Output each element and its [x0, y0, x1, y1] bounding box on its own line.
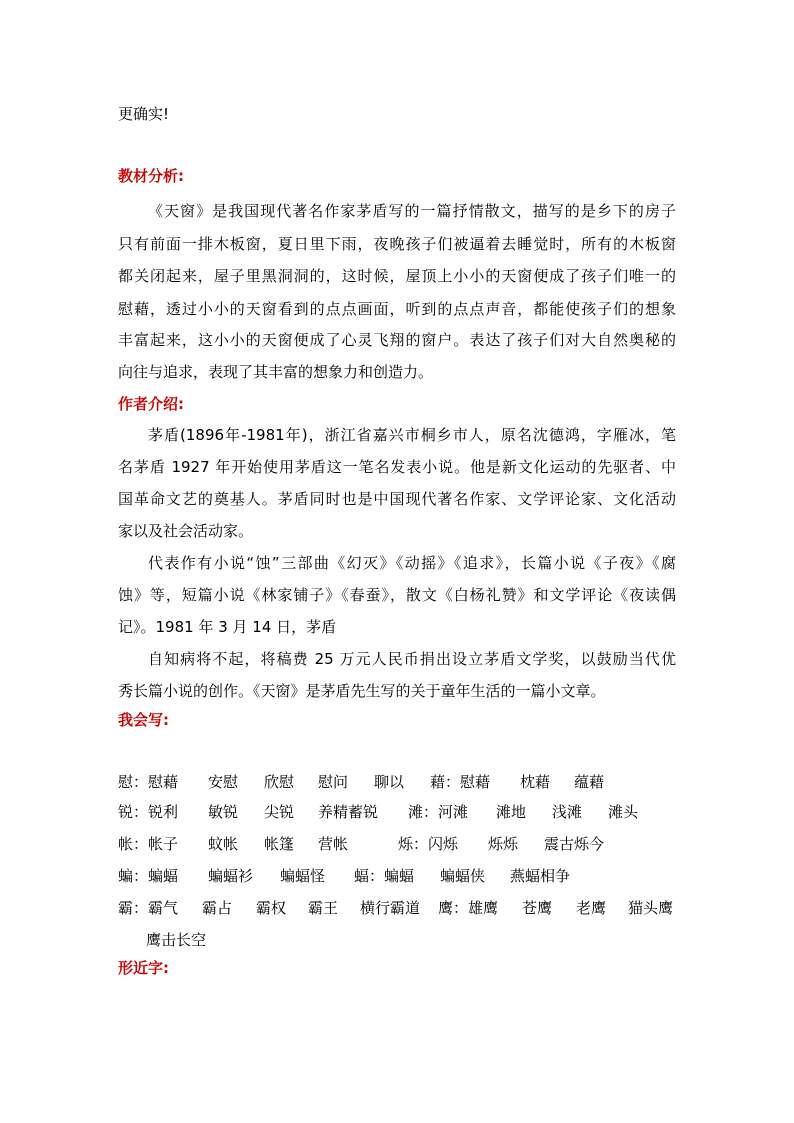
- vocab-word: 枕藉: [520, 773, 551, 791]
- author-para2-line: 代表作有小说“蚀”三部曲《幻灭》《动摇》《追求》，长篇小说《子夜》《腐: [148, 554, 676, 572]
- vocab-word: 烁：闪烁: [398, 835, 459, 853]
- vocab-word: 蝠：蝙蝠: [354, 867, 415, 885]
- vocab-word: 帐篷: [264, 835, 295, 853]
- vocab-word: 蝙：蝙蝠: [118, 867, 179, 885]
- similar-chars-heading: 形近字:: [118, 959, 169, 977]
- vocab-word: 霸占: [202, 899, 233, 917]
- vocab-word: 尖锐: [264, 803, 295, 821]
- vocab-word: 蚊帐: [208, 835, 239, 853]
- vocab-word: 蕴藉: [574, 773, 605, 791]
- author-para3-line: 秀长篇小说的创作。《天窗》是茅盾先生写的关于童年生活的一篇小文章。: [118, 682, 606, 700]
- author-para2-line: 蚀》等，短篇小说《林家铺子》《春蚕》，散文《白杨礼赞》和文学评论《夜读偶: [118, 586, 676, 604]
- analysis-line: 丰富起来，这小小的天窗便成了心灵飞翔的窗户。表达了孩子们对大自然奥秘的: [118, 331, 676, 349]
- author-heading: 作者介绍:: [118, 395, 184, 413]
- vocab-word: 滩头: [608, 803, 639, 821]
- vocab-word: 慰问: [318, 773, 349, 791]
- author-para1-line: 家以及社会活动家。: [118, 522, 254, 540]
- vocab-word: 烁烁: [488, 835, 519, 853]
- vocab-word: 老鹰: [576, 899, 607, 917]
- vocab-word: 猫头鹰: [628, 899, 674, 917]
- analysis-line: 都关闭起来，屋子里黑洞洞的，这时候，屋顶上小小的天窗便成了孩子们唯一的: [118, 267, 676, 285]
- vocab-word: 藉：慰藉: [430, 773, 491, 791]
- vocab-word: 霸：霸气: [118, 899, 179, 917]
- vocab-word: 敏锐: [208, 803, 239, 821]
- vocab-word: 蝙蝠衫: [208, 867, 254, 885]
- analysis-heading: 教材分析:: [118, 167, 184, 185]
- writing-heading: 我会写:: [118, 711, 169, 729]
- vocab-word: 蝙蝠怪: [280, 867, 326, 885]
- vocab-wrap-word: 鹰击长空: [146, 931, 207, 949]
- author-para1-line: 茅盾(1896年-1981年)，浙江省嘉兴市桐乡市人，原名沈德鸿，字雁冰，笔: [148, 426, 676, 444]
- vocab-word: 聊以: [374, 773, 405, 791]
- vocab-word: 横行霸道: [360, 899, 421, 917]
- vocab-word: 鹰：雄鹰: [438, 899, 499, 917]
- author-para1-line: 国革命文艺的奠基人。茅盾同时也是中国现代著名作家、文学评论家、文化活动: [118, 490, 676, 508]
- vocab-word: 滩：河滩: [408, 803, 469, 821]
- author-para1-line: 名茅盾 1927 年开始使用茅盾这一笔名发表小说。他是新文化运动的先驱者、中: [118, 458, 676, 476]
- vocab-word: 安慰: [208, 773, 239, 791]
- vocab-word: 锐：锐利: [118, 803, 179, 821]
- vocab-word: 震古烁今: [544, 835, 605, 853]
- vocab-word: 滩地: [496, 803, 527, 821]
- vocab-word: 蝙蝠侠: [440, 867, 486, 885]
- vocab-word: 慰：慰藉: [118, 773, 179, 791]
- author-para3-line: 自知病将不起，将稿费 25 万元人民币捐出设立茅盾文学奖，以鼓励当代优: [148, 650, 676, 668]
- author-para2-line: 记》。1981 年 3 月 14 日，茅盾: [118, 618, 337, 636]
- vocab-word: 欣慰: [264, 773, 295, 791]
- vocab-word: 燕蝠相争: [510, 867, 571, 885]
- analysis-line: 慰藉，透过小小的天窗看到的点点画面，听到的点点声音，都能使孩子们的想象: [118, 300, 676, 318]
- vocab-word: 帐：帐子: [118, 835, 179, 853]
- intro-tail-text: 更确实!: [118, 105, 170, 123]
- vocab-word: 霸权: [256, 899, 287, 917]
- vocab-word: 浅滩: [552, 803, 583, 821]
- vocab-word: 霸王: [308, 899, 339, 917]
- vocab-word: 营帐: [318, 835, 349, 853]
- analysis-line: 只有前面一排木板窗，夏日里下雨，夜晚孩子们被逼着去睡觉时，所有的木板窗: [118, 235, 676, 253]
- analysis-line: 向往与追求，表现了其丰富的想象力和创造力。: [118, 363, 434, 381]
- vocab-word: 苍鹰: [522, 899, 553, 917]
- vocab-word: 养精蓄锐: [318, 803, 379, 821]
- analysis-line: 《天窗》是我国现代著名作家茅盾写的一篇抒情散文，描写的是乡下的房子: [148, 202, 676, 220]
